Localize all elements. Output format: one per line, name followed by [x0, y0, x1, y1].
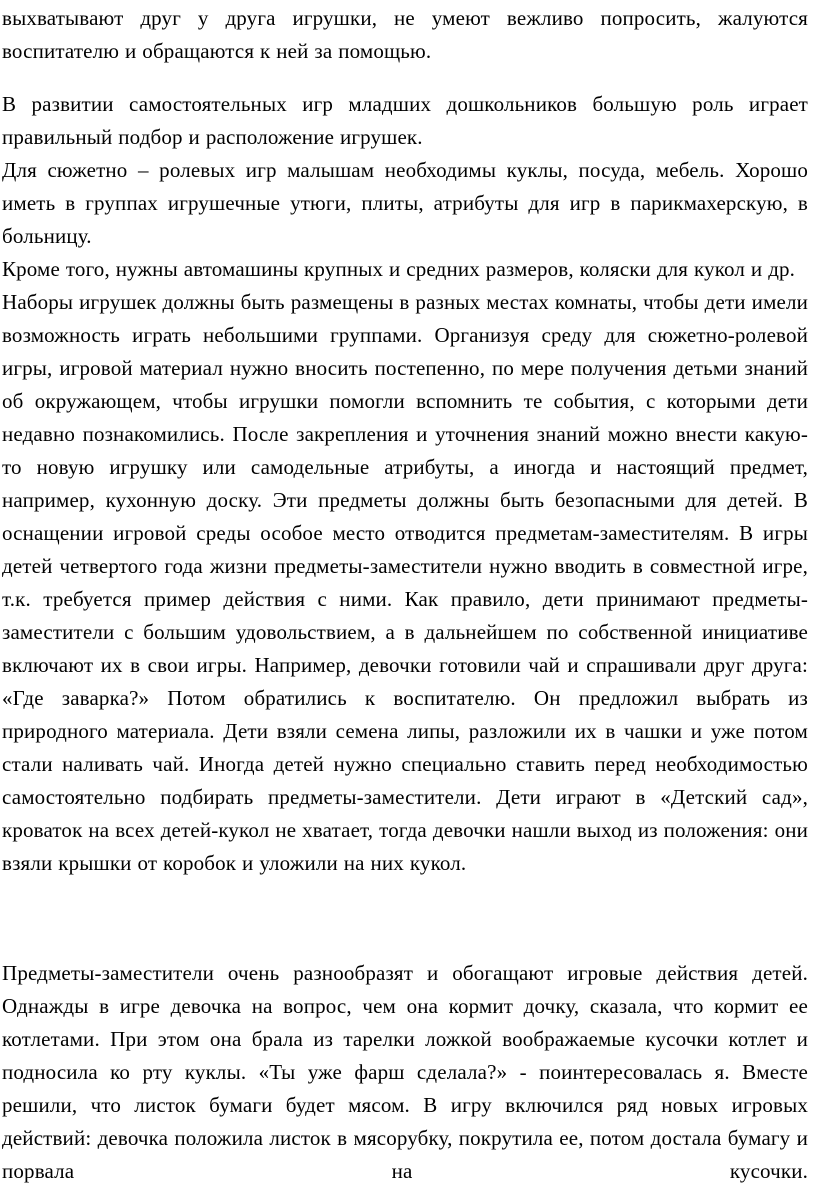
text-block-main [2, 88, 808, 880]
paragraph-role-play-toys: Для сюжетно – ролевых игр малышам необходимы куклы, посуда, мебель. Хорошо иметь в группах игрушечные утюги, плиты, атрибуты для игр в парикмахерскую, в больницу. [2, 158, 808, 248]
paragraph-intro-continuation: выхватывают друг у друга игрушки, не умеют вежливо попросить, жалуются воспитателю и обращаются к ней за помощью. [2, 6, 808, 63]
paragraph-vehicles: Кроме того, нужны автомашины крупных и средних размеров, коляски для кукол и др. [2, 257, 796, 281]
paragraph-substitute-objects: Предметы-заместители очень разнообразят и обогащают игровые действия детей. Однажды в игре девочка на вопрос, чем она кормит дочку, сказала, что кормит ее котлетами. При этом она брала из тарелки ложкой воображаемые кусочки котлет и подносила ко рту куклы. «Ты уже фарш сделала?» - поинтересовалась я. Вместе решили, что листок бумаги будет мясом. В игру включился ряд новых игровых действий: девочка положила листок в мясорубку, покрутила ее, потом достала бумагу и порвала на кусочки. [2, 961, 808, 1183]
paragraph-toy-selection: В развитии самостоятельных игр младших дошкольников большую роль играет правильный подбор и расположение игрушек. [2, 92, 808, 149]
paragraph-toy-sets: Наборы игрушек должны быть размещены в разных местах комнаты, чтобы дети имели возможность играть небольшими группами. Организуя среду для сюжетно-ролевой игры, игровой материал нужно вносить постепенно, по мере получения детьми знаний об окружающем, чтобы игрушки помогли вспомнить те события, с которыми дети недавно познакомились. После закрепления и уточнения знаний можно внести какую-то новую игрушку или самодельные атрибуты, а иногда и настоящий предмет, например, кухонную доску. Эти предметы должны быть безопасными для детей. В оснащении игровой среды особое место отводится предметам-заместителям. В игры детей четвертого года жизни предметы-заместители нужно вводить в совместной игре, т.к. требуется пример действия с ними. Как правило, дети принимают предметы-заместители с большим удовольствием, а в дальнейшем по собственной инициативе включают их в свои игры. Например, девочки готовили чай и спрашивали друг друга: «Где заварка?» Потом обратились к воспитателю. Он предложил выбрать из природного материала. Дети взяли семена липы, разложили их в чашки и уже потом стали наливать чай. Иногда детей нужно специально ставить перед необходимостью самостоятельно подбирать предметы-заместители. Дети играют в «Детский сад», кроваток на всех детей-кукол не хватает, тогда девочки нашли выход из положения: они взяли крышки от коробок и уложили на них кукол. [2, 290, 808, 875]
text-block-top [2, 2, 808, 68]
text-block-bottom [2, 957, 808, 1187]
